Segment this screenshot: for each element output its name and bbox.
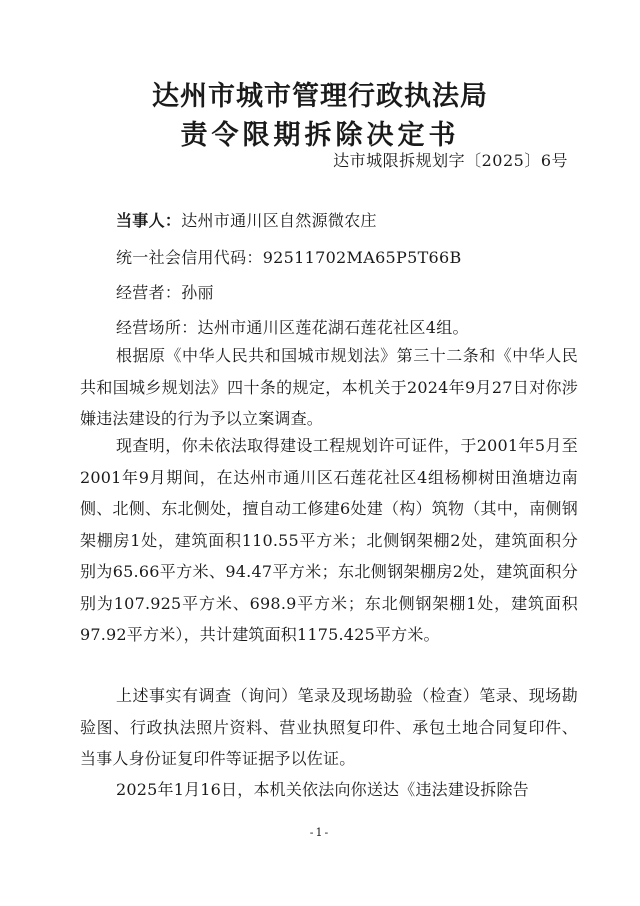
credit-code-value: 92511702MA65P5T66B	[262, 248, 462, 267]
location-field	[116, 315, 469, 338]
legal-basis-paragraph: 根据原《中华人民共和国城市规划法》第三十二条和《中华人民共和国城乡规划法》四十条的规定，本机关于2024年9月27日对你涉嫌违法建设的行为予以立案调查。	[80, 346, 578, 428]
party-value: 达州市通川区自然源微农庄	[181, 211, 377, 230]
document-title: 责令限期拆除决定书	[180, 120, 460, 151]
document-number: 达市城限拆规划字〔2025〕6号	[333, 151, 568, 170]
party-field	[116, 208, 377, 231]
page-number: -1-	[309, 826, 331, 839]
party-label: 当事人：	[116, 211, 182, 230]
notice-paragraph: 2025年1月16日，本机关依法向你送达《违法建设拆除告	[116, 780, 529, 799]
credit-code-field	[116, 245, 462, 268]
operator-value: 孙丽	[181, 283, 214, 302]
operator-field	[116, 280, 214, 303]
location-label: 经营场所：	[116, 318, 198, 337]
findings-paragraph: 现查明，你未依法取得建设工程规划许可证件，于2001年5月至2001年9月期间，在达州市通川区石莲花社区4组杨柳树田渔塘边南侧、北侧、东北侧处，擅自动工修建6处建（构）筑物（其中，南侧钢架棚房1处，建筑面积110.55平方米；北侧钢架棚2处，建筑面积分别为65.66平方米、94.47平方米；东北侧钢架棚房2处，建筑面积分别为107.925平方米、698.9平方米；东北侧钢架棚1处，建筑面积97.92平方米），共计建筑面积1175.425平方米。	[80, 436, 578, 644]
agency-title: 达州市城市管理行政执法局	[152, 81, 488, 112]
credit-code-label: 统一社会信用代码：	[116, 248, 263, 267]
evidence-paragraph: 上述事实有调查（询问）笔录及现场勘验（检查）笔录、现场勘验图、行政执法照片资料、营业执照复印件、承包土地合同复印件、当事人身份证复印件等证据予以佐证。	[80, 686, 578, 768]
operator-label: 经营者：	[116, 283, 182, 302]
location-value: 达州市通川区莲花湖石莲花社区4组。	[197, 318, 469, 337]
